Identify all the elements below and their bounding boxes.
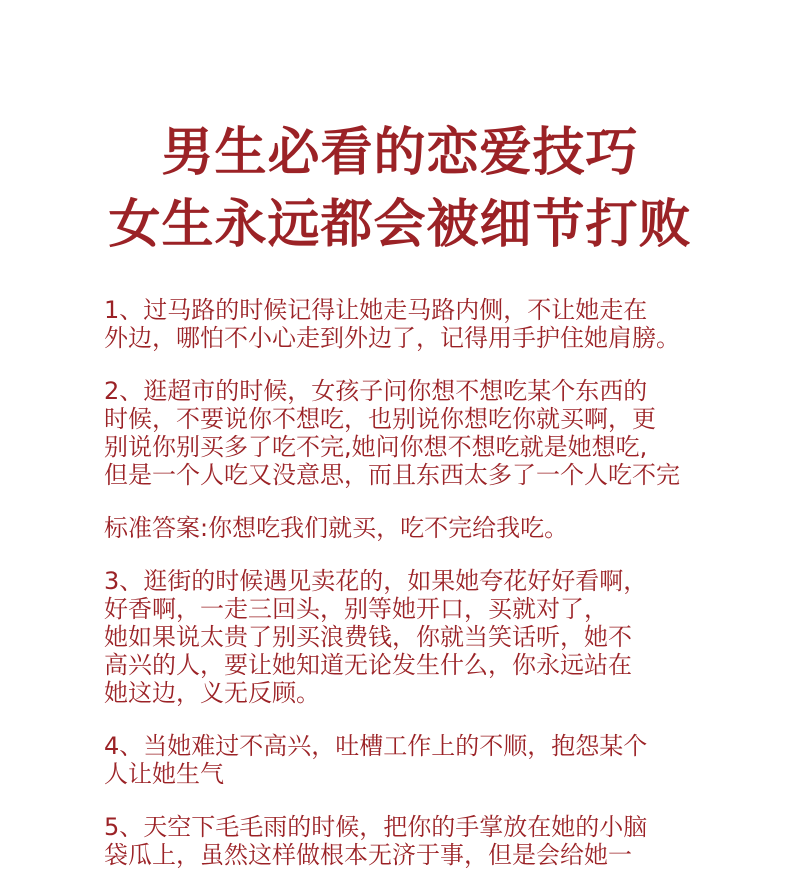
- body-line: 2、逛超市的时候，女孩子问你想不想吃某个东西的: [104, 377, 648, 405]
- body-line: 高兴的人，要让她知道无论发生什么，你永远站在: [104, 651, 632, 679]
- body-line: 外边，哪怕不小心走到外边了，记得用手护住她肩膀。: [104, 324, 680, 352]
- title-line-1: 男生必看的恋爱技巧: [161, 123, 639, 183]
- body-line: 5、天空下毛毛雨的时候，把你的手掌放在她的小脑: [104, 813, 648, 841]
- body-line: 标准答案:你想吃我们就买，吃不完给我吃。: [104, 514, 569, 542]
- body-line: 1、过马路的时候记得让她走马路内侧，不让她走在: [104, 296, 648, 324]
- body-line: 4、当她难过不高兴，吐槽工作上的不顺，抱怨某个: [104, 732, 648, 760]
- body-line: 人让她生气: [104, 760, 224, 788]
- body-line: 3、逛街的时候遇见卖花的，如果她夸花好好看啊，: [104, 567, 648, 595]
- body-line: 时候，不要说你不想吃，也别说你想吃你就买啊，更: [104, 405, 656, 433]
- body-line: 袋瓜上，虽然这样做根本无济于事，但是会给她一: [104, 841, 632, 869]
- body-line: 她如果说太贵了别买浪费钱，你就当笑话听，她不: [104, 623, 632, 651]
- body-line: 但是一个人吃又没意思，而且东西太多了一个人吃不完: [104, 461, 680, 489]
- title-line-2: 女生永远都会被细节打败: [108, 195, 692, 255]
- body-line: 好香啊，一走三回头，别等她开口，买就对了，: [104, 595, 608, 623]
- body-line: 她这边，义无反顾。: [104, 679, 320, 707]
- body-line: 别说你别买多了吃不完,她问你想不想吃就是她想吃,: [104, 433, 648, 461]
